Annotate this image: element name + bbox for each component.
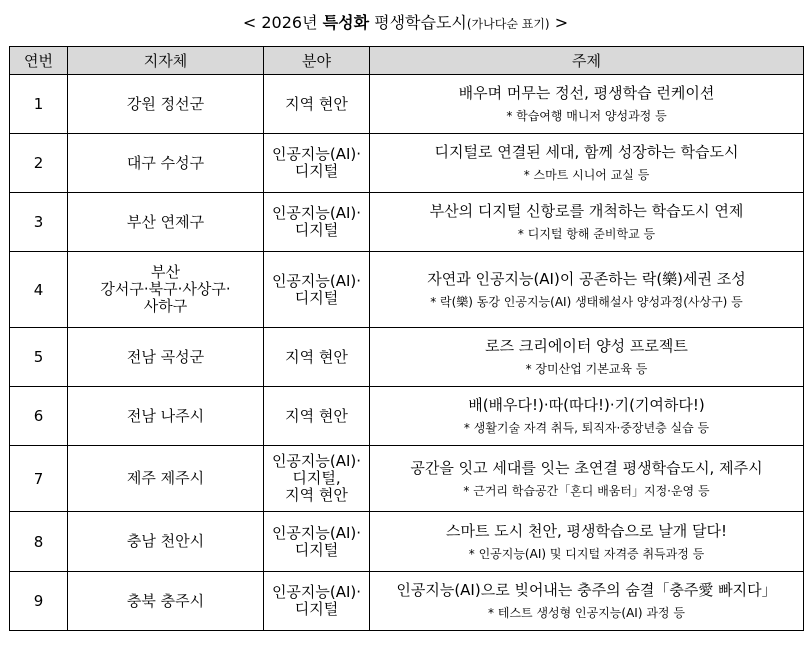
municipality-text: 강원 정선군 — [126, 94, 205, 113]
field-text: 인공지능(AI)· 디지털 — [271, 145, 362, 180]
topic-note: * 테스트 생성형 인공지능(AI) 과정 등 — [488, 606, 685, 620]
row-number: 1 — [10, 75, 68, 134]
topic-title: 부산의 디지털 신항로를 개척하는 학습도시 연제 — [429, 202, 744, 220]
row-topic — [370, 446, 804, 512]
topic-note: * 장미산업 기본교육 등 — [525, 362, 648, 376]
topic-note: * 학습여행 매니저 양성과정 등 — [506, 109, 667, 123]
row-field — [264, 446, 370, 512]
field-text: 인공지능(AI)· 디지털, 지역 현안 — [271, 452, 362, 504]
row-number: 6 — [10, 387, 68, 446]
title-emphasis: 특성화 — [322, 13, 370, 32]
row-number: 7 — [10, 446, 68, 512]
topic-note: * 근거리 학습공간「혼디 배움터」지정·운영 등 — [463, 483, 710, 498]
page-title — [0, 12, 811, 35]
row-number: 2 — [10, 134, 68, 193]
row-municipality — [68, 328, 264, 387]
row-municipality — [68, 75, 264, 134]
topic-title: 자연과 인공지능(AI)이 공존하는 락(樂)세권 조성 — [427, 269, 746, 288]
field-text: 인공지능(AI)· 디지털 — [271, 523, 362, 559]
row-number: 5 — [10, 328, 68, 387]
row-number: 3 — [10, 193, 68, 252]
header-topic: 주제 — [370, 47, 804, 75]
header-number: 연번 — [10, 47, 68, 75]
topic-note: * 스마트 시니어 교실 등 — [523, 168, 650, 182]
table-row — [10, 512, 804, 572]
topic-title: 배우며 머무는 정선, 평생학습 런케이션 — [458, 84, 715, 102]
table-row — [10, 328, 804, 387]
row-topic — [370, 75, 804, 134]
field-text: 인공지능(AI)· 디지털 — [271, 271, 362, 307]
topic-title: 배(배우다!)·따(따다!)·기(기여하다!) — [468, 396, 705, 414]
topic-title: 인공지능(AI)으로 빚어내는 충주의 숨결「충주愛 빠지다」 — [396, 581, 777, 599]
topic-title: 스마트 도시 천안, 평생학습으로 날개 달다! — [446, 521, 727, 540]
title-main: 평생학습도시 — [374, 13, 467, 32]
row-number: 9 — [10, 572, 68, 631]
row-municipality — [68, 193, 264, 252]
row-topic — [370, 252, 804, 328]
municipality-text: 부산 연제구 — [126, 212, 205, 231]
row-field — [264, 193, 370, 252]
row-municipality — [68, 387, 264, 446]
table-body — [10, 75, 804, 631]
topic-title: 공간을 잇고 세대를 잇는 초연결 평생학습도시, 제주시 — [410, 458, 763, 477]
learning-city-table — [9, 46, 804, 631]
field-text: 지역 현안 — [285, 406, 348, 425]
title-open-bracket: < — [242, 13, 257, 32]
row-municipality — [68, 134, 264, 193]
row-field — [264, 75, 370, 134]
municipality-text: 대구 수성구 — [126, 153, 205, 172]
table-row — [10, 193, 804, 252]
row-municipality — [68, 252, 264, 328]
header-field: 분야 — [264, 47, 370, 75]
topic-note: * 디지털 항해 준비학교 등 — [517, 227, 656, 241]
row-field — [264, 572, 370, 631]
topic-title: 디지털로 연결된 세대, 함께 성장하는 학습도시 — [434, 143, 739, 161]
field-text: 인공지능(AI)· 디지털 — [271, 204, 362, 239]
title-subtitle: (가나다순 표기) — [466, 17, 550, 31]
table-header-row — [10, 47, 804, 75]
field-text: 지역 현안 — [285, 94, 348, 113]
row-topic — [370, 134, 804, 193]
field-text: 지역 현안 — [285, 347, 348, 366]
topic-note: * 인공지능(AI) 및 디지털 자격증 취득과정 등 — [468, 546, 705, 561]
row-municipality — [68, 512, 264, 572]
topic-note: * 락(樂) 동강 인공지능(AI) 생태해설사 양성과정(사상구) 등 — [430, 294, 743, 309]
row-number: 8 — [10, 512, 68, 572]
table-row — [10, 387, 804, 446]
table-row — [10, 572, 804, 631]
row-field — [264, 252, 370, 328]
row-field — [264, 328, 370, 387]
title-year: 2026년 — [261, 13, 318, 32]
row-field — [264, 387, 370, 446]
municipality-text: 제주 제주시 — [126, 469, 205, 487]
row-topic — [370, 512, 804, 572]
table-row — [10, 446, 804, 512]
header-municipality: 지자체 — [68, 47, 264, 75]
topic-title: 로즈 크리에이터 양성 프로젝트 — [485, 337, 688, 355]
row-topic — [370, 572, 804, 631]
field-text: 인공지능(AI)· 디지털 — [271, 583, 362, 618]
table-row — [10, 252, 804, 328]
municipality-text: 충남 천안시 — [126, 532, 205, 550]
row-municipality — [68, 572, 264, 631]
title-close-bracket: > — [554, 13, 569, 32]
topic-note: * 생활기술 자격 취득, 퇴직자·중장년층 실습 등 — [463, 421, 710, 435]
row-number: 4 — [10, 252, 68, 328]
row-topic — [370, 387, 804, 446]
municipality-text: 전남 나주시 — [126, 406, 205, 425]
row-municipality — [68, 446, 264, 512]
row-field — [264, 134, 370, 193]
row-topic — [370, 193, 804, 252]
municipality-text: 전남 곡성군 — [126, 347, 205, 366]
table-row — [10, 75, 804, 134]
municipality-text: 충북 충주시 — [126, 591, 205, 610]
row-topic — [370, 328, 804, 387]
row-field — [264, 512, 370, 572]
table-row — [10, 134, 804, 193]
municipality-text: 부산 강서구·북구·사상구· 사하구 — [100, 263, 231, 315]
